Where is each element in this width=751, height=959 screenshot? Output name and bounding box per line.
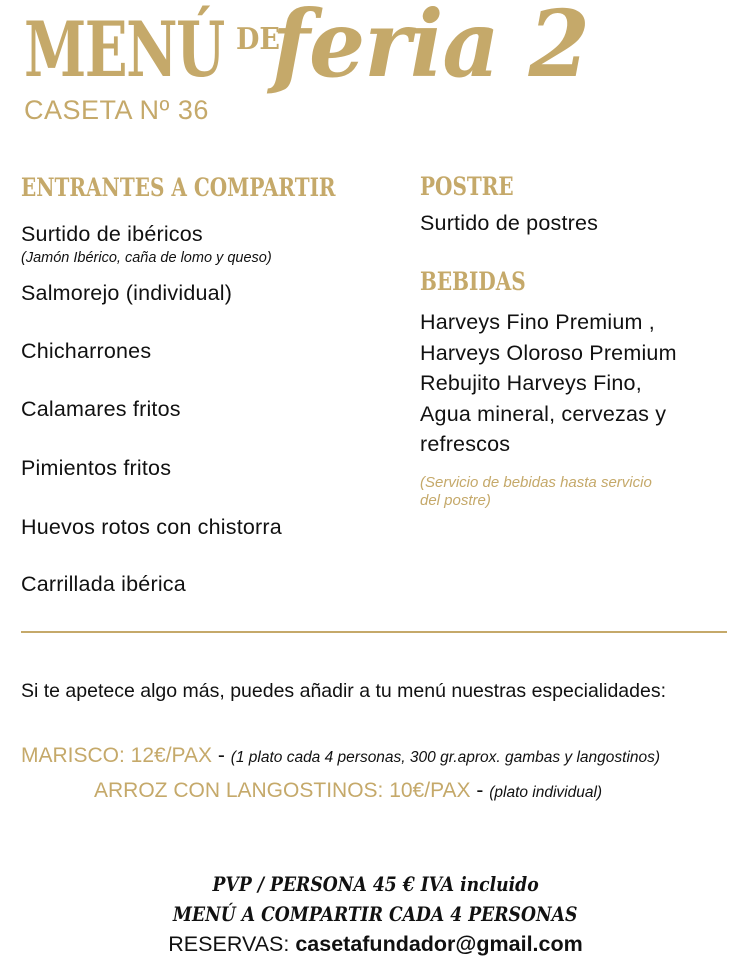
- postre-heading: POSTRE: [420, 172, 514, 201]
- reservas-email[interactable]: casetafundador@gmail.com: [295, 932, 583, 956]
- special-marisco: [21, 743, 660, 771]
- drink-line: refrescos: [420, 432, 511, 456]
- drink-line: Rebujito Harveys Fino,: [420, 371, 642, 395]
- entrantes-heading: ENTRANTES A COMPARTIR: [21, 173, 336, 202]
- special-arroz: [94, 778, 602, 806]
- special-dash: -: [212, 744, 231, 767]
- menu-title-feria: feria 2: [272, 0, 589, 98]
- bebidas-list: [420, 307, 677, 460]
- special-note: (1 plato cada 4 personas, 300 gr.aprox. gambas y langostinos): [230, 749, 661, 766]
- bebidas-note-line: del postre): [420, 492, 491, 509]
- reservas-line: [0, 930, 751, 958]
- bebidas-note: [420, 474, 700, 510]
- menu-item-note: (Jamón Ibérico, caña de lomo y queso): [21, 250, 272, 266]
- special-name: ARROZ CON LANGOSTINOS: 10€/PAX: [94, 779, 471, 802]
- menu-item: Pimientos fritos: [21, 456, 172, 480]
- menu-title-word: MENÚ: [24, 5, 224, 94]
- share-text: MENÚ A COMPARTIR CADA 4 PERSONAS: [173, 902, 578, 926]
- share-line: [0, 901, 751, 927]
- menu-item: Huevos rotos con chistorra: [21, 515, 282, 539]
- reservas-label: RESERVAS:: [168, 932, 296, 956]
- menu-item: Surtido de ibéricos: [21, 222, 203, 246]
- menu-item: Calamares fritos: [21, 397, 181, 421]
- section-divider: [21, 631, 727, 633]
- caseta-number: CASETA Nº 36: [24, 95, 209, 125]
- special-name: MARISCO: 12€/PAX: [21, 744, 213, 767]
- menu-item: Chicharrones: [21, 339, 152, 363]
- special-dash: -: [470, 779, 490, 802]
- drink-line: Agua mineral, cervezas y: [420, 401, 667, 426]
- menu-title-de: DE: [236, 22, 281, 57]
- postre-item: Surtido de postres: [420, 211, 599, 235]
- drink-line: Harveys Oloroso Premium: [420, 340, 677, 365]
- extras-intro: Si te apetece algo más, puedes añadir a tu menú nuestras especialidades:: [21, 680, 666, 702]
- bebidas-heading: BEBIDAS: [420, 267, 526, 296]
- price-line: [0, 871, 751, 897]
- bebidas-note-line: (Servicio de bebidas hasta servicio: [420, 474, 652, 491]
- menu-item: Salmorejo (individual): [21, 281, 233, 305]
- price-text: PVP / PERSONA 45 € IVA incluido: [212, 872, 539, 896]
- special-note: (plato individual): [489, 784, 603, 801]
- drink-line: Harveys Fino Premium ,: [420, 310, 655, 334]
- menu-item: Carrillada ibérica: [21, 572, 186, 596]
